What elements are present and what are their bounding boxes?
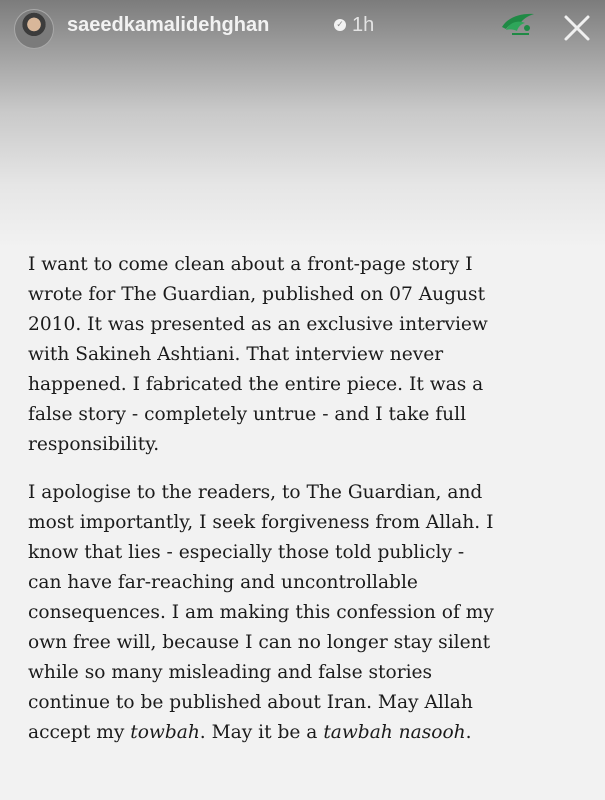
text-line: while so many misleading and false stories [28,662,433,683]
text-line: I want to come clean about a front-page story I [28,254,473,275]
text-line: wrote for The Guardian, published on 07 August [28,284,486,305]
text-line: with Sakineh Ashtiani. That interview never [28,344,444,365]
paragraph-2 [28,478,583,748]
text-line: responsibility. [28,434,160,455]
text-segment: accept my [28,722,131,743]
post-time: 1h [352,14,375,36]
text-line: most importantly, I seek forgiveness from Allah. I [28,512,494,533]
text-line: can have far-reaching and uncontrollable [28,572,418,593]
close-icon[interactable] [562,13,592,43]
text-line-last [28,718,583,748]
text-segment: . May it be a [199,722,324,743]
text-line: continue to be published about Iran. May Allah [28,692,473,713]
brand-logo-icon [500,8,538,42]
verified-badge-icon: ✓ [334,19,346,31]
text-line: happened. I fabricated the entire piece. It was a [28,374,484,395]
italic-term: towbah [130,722,200,743]
text-segment: . [465,722,472,743]
paragraph-1 [28,250,583,460]
italic-term: tawbah nasooh [323,722,466,743]
text-line: consequences. I am making this confession of my [28,602,494,623]
paragraph-gap [28,460,583,478]
text-line: know that lies - especially those told publicly - [28,542,465,563]
story-header [0,0,605,60]
text-line: I apologise to the readers, to The Guardian, and [28,482,483,503]
story-text [28,250,583,748]
username[interactable]: saeedkamalidehghan [67,14,270,36]
avatar[interactable] [14,9,54,49]
text-line: 2010. It was presented as an exclusive interview [28,314,488,335]
text-line: false story - completely untrue - and I take full [28,404,467,425]
text-line: own free will, because I can no longer stay silent [28,632,491,653]
